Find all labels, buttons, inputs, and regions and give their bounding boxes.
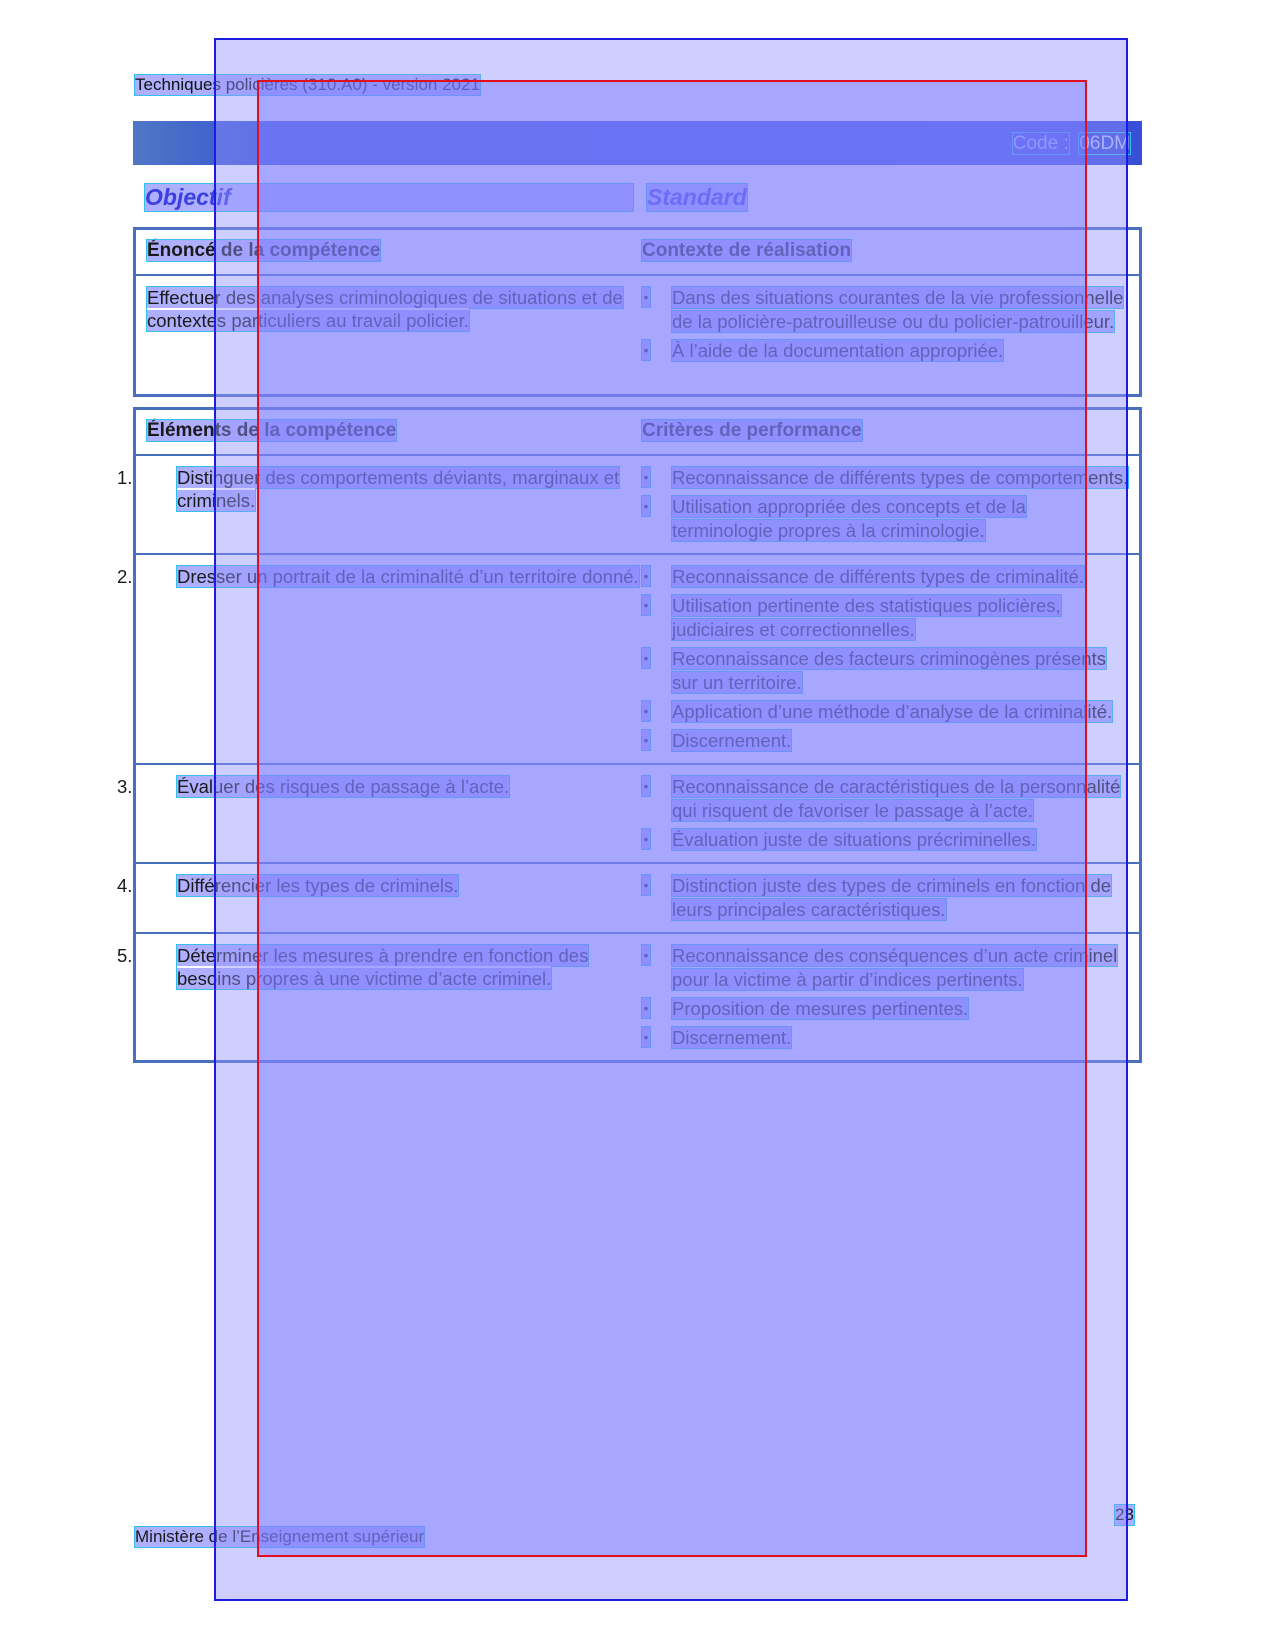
element-text: Différencier les types de criminels. (177, 875, 459, 896)
code-label: Code : (1012, 133, 1069, 154)
list-item: • À l’aide de la documentation appropriée. (643, 340, 1004, 361)
element-text: Déterminer les mesures à prendre en fonction des besoins propres à une victime d’acte criminel. (177, 945, 589, 989)
context-header-label: Contexte de réalisation (642, 240, 852, 261)
bullet-icon: • (643, 778, 649, 794)
bullet-icon: • (643, 498, 649, 514)
ministry-footer: Ministère de l’Enseignement supérieur (135, 1527, 425, 1546)
section-title-standard: Standard (647, 184, 747, 210)
list-item: • Reconnaissance de caractéristiques de la personnalité qui risquent de favoriser le passage à l’acte. (643, 776, 1121, 821)
bullet-icon: • (643, 703, 649, 719)
list-item: • Proposition de mesures pertinentes. (643, 998, 969, 1019)
list-item: • Reconnaissance des conséquences d’un acte criminel pour la victime à partir d’indices pertinents. (643, 945, 1118, 990)
bullet-icon: • (643, 831, 649, 847)
list-item: • Discernement. (643, 1027, 792, 1048)
list-item: • Utilisation pertinente des statistiques policières, judiciaires et correctionnelles. (643, 595, 1061, 640)
bullet-icon: • (643, 289, 649, 305)
element-number: 3. (117, 776, 133, 797)
list-item: • Reconnaissance de différents types de criminalité. (643, 566, 1085, 587)
bullet-icon: • (643, 1000, 649, 1016)
element-text: Dresser un portrait de la criminalité d’un territoire donné. (177, 566, 639, 587)
element-text: Distinguer des comportements déviants, marginaux et criminels. (177, 467, 620, 511)
element-number: 1. (117, 467, 133, 488)
list-item: • Évaluation juste de situations précriminelles. (643, 829, 1037, 850)
element-number: 5. (117, 945, 133, 966)
bullet-icon: • (643, 732, 649, 748)
competence-statement: Effectuer des analyses criminologiques de situations et de contextes particuliers au travail policier. (147, 287, 623, 331)
list-item: • Dans des situations courantes de la vie professionnelle de la policière-patrouilleuse ou du policier-patrouilleur. (643, 287, 1124, 332)
list-item: • Reconnaissance des facteurs criminogènes présents sur un territoire. (643, 648, 1106, 693)
bullet-icon: • (643, 342, 649, 358)
code-value: 06DM (1079, 133, 1130, 154)
list-item: • Reconnaissance de différents types de comportements. (643, 467, 1129, 488)
bullet-icon: • (643, 877, 649, 893)
list-item: • Utilisation appropriée des concepts et de la terminologie propres à la criminologie. (643, 496, 1026, 541)
section-title-objectif: Objectif (145, 184, 633, 211)
bullet-icon: • (643, 650, 649, 666)
bullet-icon: • (643, 469, 649, 485)
list-item: • Application d’une méthode d’analyse de la criminalité. (643, 701, 1113, 722)
element-text: Évaluer des risques de passage à l’acte. (177, 776, 510, 797)
bullet-icon: • (643, 568, 649, 584)
bullet-icon: • (643, 597, 649, 613)
overlay-region-inner (257, 80, 1087, 1557)
bullet-icon: • (643, 947, 649, 963)
element-number: 4. (117, 875, 133, 896)
statement-header-label: Énoncé de la compétence (147, 240, 381, 261)
element-number: 2. (117, 566, 133, 587)
list-item: • Distinction juste des types de criminels en fonction de leurs principales caractéristiques. (643, 875, 1112, 920)
list-item: • Discernement. (643, 730, 792, 751)
document-header: Techniques policières (310.A0) - version 2021 (135, 75, 480, 94)
bullet-icon: • (643, 1029, 649, 1045)
criteria-header-label: Critères de performance (642, 420, 862, 441)
elements-header-label: Éléments de la compétence (147, 420, 397, 441)
page-number: 23 (1115, 1505, 1134, 1524)
